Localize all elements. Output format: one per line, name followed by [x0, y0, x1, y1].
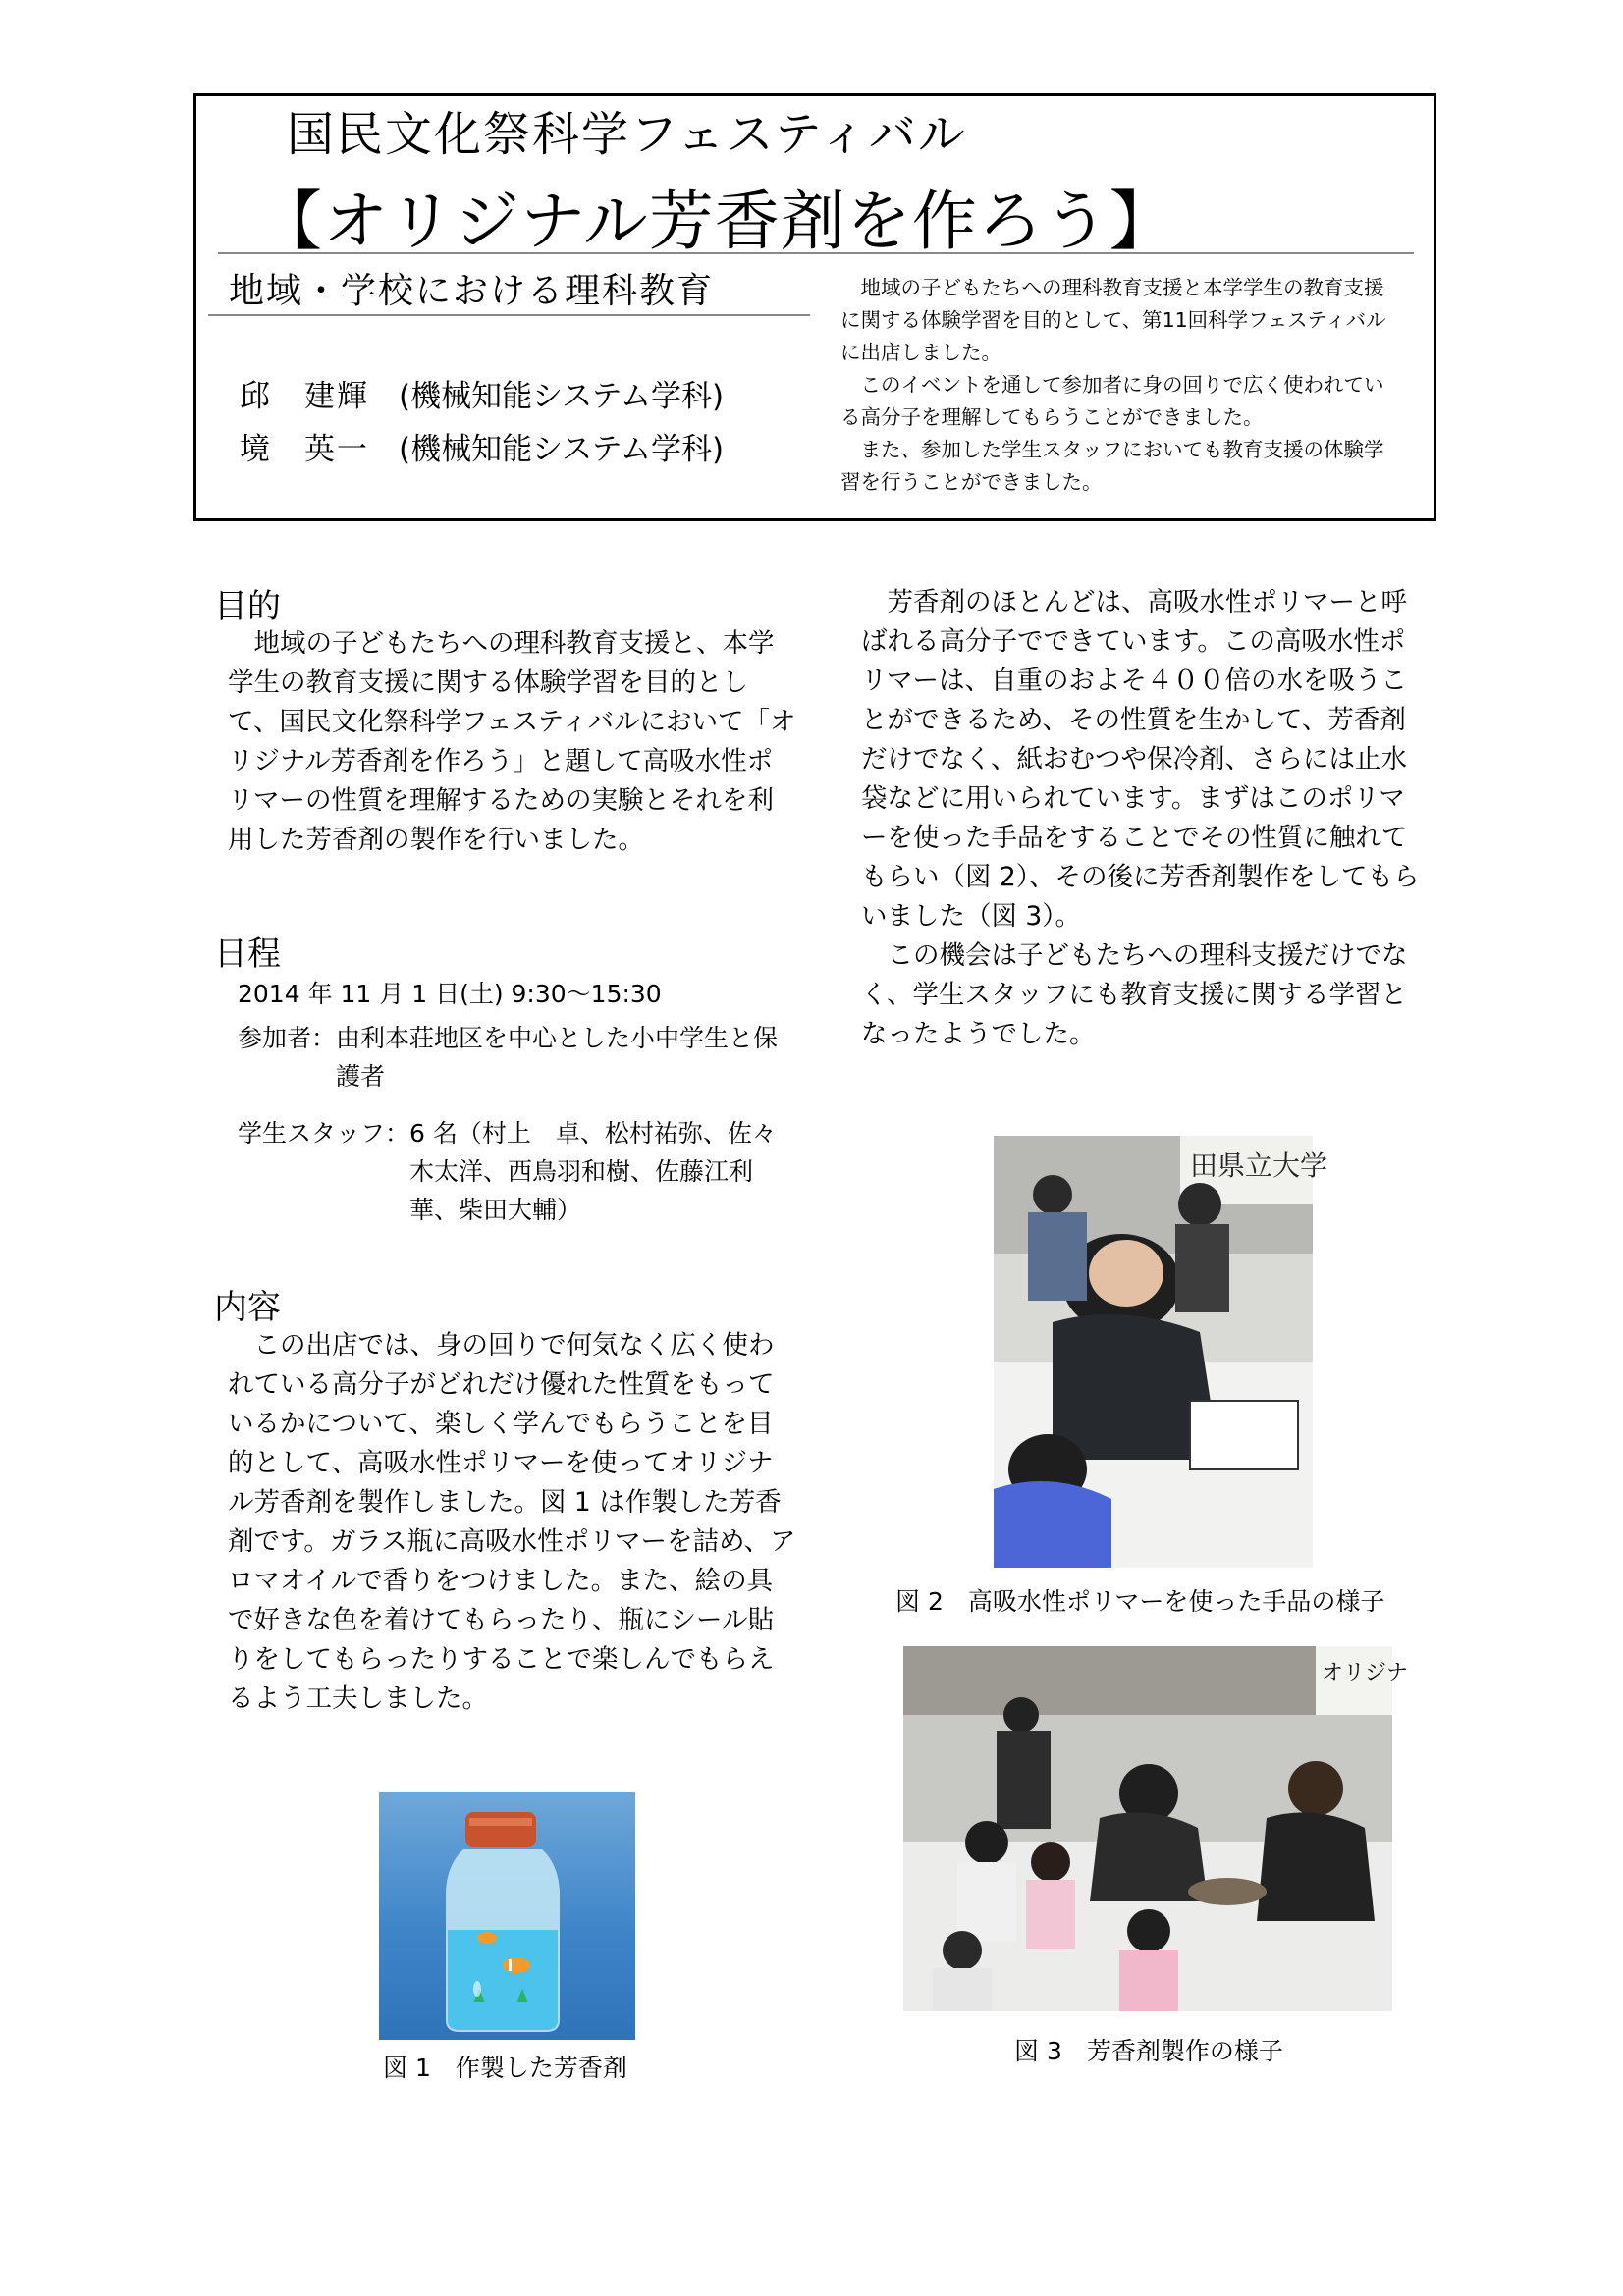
- fig2-banner-text: 田県立大学: [1190, 1149, 1328, 1182]
- schedule-heading: 日程: [214, 934, 281, 974]
- purpose-section: [228, 624, 797, 860]
- right-paragraph: この機会は子どもたちへの理科支援だけでなく、学生スタッフにも教育支援に関する学習となったようでした。: [861, 940, 1408, 1049]
- magic-demo-image: [994, 1136, 1328, 1568]
- right-column-text: [861, 583, 1421, 1054]
- schedule-staff: [238, 1114, 797, 1229]
- bottle-image: [379, 1792, 635, 2040]
- figure-2-caption: 図 2 高吸水性ポリマーを使った手品の様子: [895, 1587, 1385, 1616]
- craft-activity-image: [903, 1646, 1409, 2011]
- staff-value: 6 名（村上 卓、松村祐弥、佐々木太洋、西鳥羽和樹、佐藤江利華、柴田大輔）: [409, 1119, 777, 1224]
- abstract-paragraph: また、参加した学生スタッフにおいても教育支援の体験学習を行うことができました。: [840, 438, 1384, 494]
- author-dept: (機械知能システム学科): [399, 432, 725, 467]
- abstract-paragraph: 地域の子どもたちへの理科教育支援と本学学生の教育支援に関する体験学習を目的として、第11回科学フェスティバルに出店しました。: [840, 276, 1386, 364]
- content-text: この出店では、身の回りで何気なく広く使われている高分子がどれだけ優れた性質をもっているかについて、楽しく学んでもらうことを目的として、高吸水性ポリマーを使ってオリジナル芳香剤を製作しました。図 1 は作製した芳香剤です。ガラス瓶に高吸水性ポリマーを詰め、アロマオイルで香りをつけました。また、絵の具で好きな色を着けてもらったり、瓶にシール貼りをしてもらったりすることで楽しんでもらえるよう工夫しました。: [228, 1330, 796, 1714]
- figure-3-caption: 図 3 芳香剤製作の様子: [1014, 2037, 1283, 2065]
- content-heading: 内容: [214, 1288, 281, 1327]
- author-dept: (機械知能システム学科): [399, 379, 725, 414]
- figure-1-photo: [379, 1792, 635, 2040]
- subtitle-divider: [208, 314, 810, 316]
- fig3-banner-text: オリジナ: [1322, 1661, 1409, 1685]
- schedule-date: 2014 年 11 月 1 日(土) 9:30～15:30: [238, 980, 662, 1008]
- content-section: [228, 1326, 797, 1719]
- title-divider: [218, 252, 1414, 254]
- festival-title: 国民文化祭科学フェスティバル: [287, 107, 967, 162]
- author-name: 邱 建輝: [240, 379, 369, 414]
- figure-1-caption: 図 1 作製した芳香剤: [383, 2054, 627, 2082]
- subtitle: 地域・学校における理科教育: [229, 271, 715, 311]
- staff-label: 学生スタッフ：: [238, 1119, 410, 1148]
- participants-label: 参加者：: [238, 1024, 337, 1052]
- purpose-text: 地域の子どもたちへの理科教育支援と、本学学生の教育支援に関する体験学習を目的として、国民文化祭科学フェスティバルにおいて「オリジナル芳香剤を作ろう」と題して高吸水性ポリマーの性質を理解するための実験とそれを利用した芳香剤の製作を行いました。: [228, 628, 796, 855]
- main-title: 【オリジナル芳香剤を作ろう】: [257, 184, 1175, 259]
- participants-value: 由利本荘地区を中心とした小中学生と保護者: [336, 1024, 779, 1091]
- schedule-participants: [238, 1019, 787, 1095]
- figure-2-photo: [994, 1136, 1328, 1568]
- author-1: [240, 371, 724, 415]
- abstract-paragraph: このイベントを通して参加者に身の回りで広く使われている高分子を理解してもらうことができました。: [840, 373, 1384, 429]
- abstract: [840, 272, 1402, 499]
- purpose-heading: 目的: [214, 587, 281, 626]
- right-paragraph: 芳香剤のほとんどは、高吸水性ポリマーと呼ばれる高分子でできています。この高吸水性ポリマーは、自重のおよそ４００倍の水を吸うことができるため、その性質を生かして、芳香剤だけでなく、紙おむつや保冷剤、さらには止水袋などに用いられています。まずはこのポリマーを使った手品をすることでその性質に触れてもらい（図 2）、その後に芳香剤製作をしてもらいました（図 3）。: [861, 587, 1420, 932]
- author-2: [240, 424, 724, 468]
- figure-3-photo: [903, 1646, 1409, 2011]
- author-name: 境 英一: [240, 432, 369, 467]
